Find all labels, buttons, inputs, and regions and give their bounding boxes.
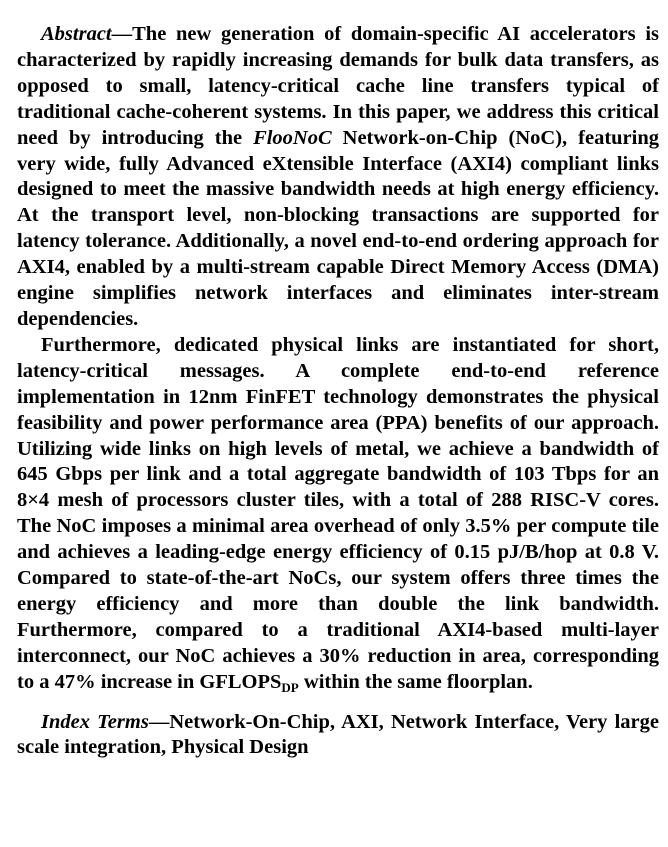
system-name: FlooNoC — [253, 126, 332, 149]
abstract-label: Abstract — [41, 23, 112, 45]
index-terms-label: Index Terms — [41, 710, 149, 733]
index-terms-text: Network-On-Chip, AXI, Network Interface, Very large scale integration, Physical Design — [17, 710, 659, 759]
index-terms — [17, 710, 659, 762]
index-terms-dash: — — [148, 710, 170, 733]
abstract-text-1b: Network-on-Chip (NoC), featuring very wide, fully Advanced eXtensible Interface (AXI4) compliant links designed to meet the massive bandwidth needs at high energy efficiency. At the transport level, non-blocking transactions are supported for latency tolerance. Additionally, a novel end-to-end ordering approach for AXI4, enabled by a multi-stream capable Direct Memory Access (DMA) engine simplifies network interfaces and eliminates inter-stream dependencies. — [17, 126, 659, 330]
abstract-paragraph-1 — [17, 22, 659, 333]
abstract-paragraph-2 — [17, 333, 659, 696]
abstract-dash: — — [111, 23, 133, 45]
gflops-subscript: DP — [281, 679, 299, 695]
abstract-text-2a: Furthermore, dedicated physical links are instantiated for short, latency-critical messages. A complete end-to-end reference implementation in 12nm FinFET technology demonstrates the physical feasibility and power performance area (PPA) benefits of our approach. Utilizing wide links on high levels of metal, we achieve a bandwidth of 645 Gbps per link and a total aggregate bandwidth of 103 Tbps for an 8×4 mesh of processors cluster tiles, with a total of 288 RISC-V cores. The NoC imposes a minimal area overhead of only 3.5% per compute tile and achieves a leading-edge energy efficiency of 0.15 pJ/B/hop at 0.8 V. Compared to state-of-the-art NoCs, our system offers three times the energy efficiency and more than double the link bandwidth. Furthermore, compared to a traditional AXI4-based multi-layer interconnect, our NoC achieves a 30% reduction in area, corresponding to a 47% increase in GFLOPS — [17, 333, 659, 693]
abstract-text-1a: The new generation of domain-specific AI accelerators is characterized by rapidly increasing demands for bulk data transfers, as opposed to small, latency-critical cache line transfers typical of traditional cache-coherent systems. In this paper, we address this critical need by introducing the — [17, 23, 659, 149]
abstract-text-2b: within the same floorplan. — [298, 670, 533, 693]
